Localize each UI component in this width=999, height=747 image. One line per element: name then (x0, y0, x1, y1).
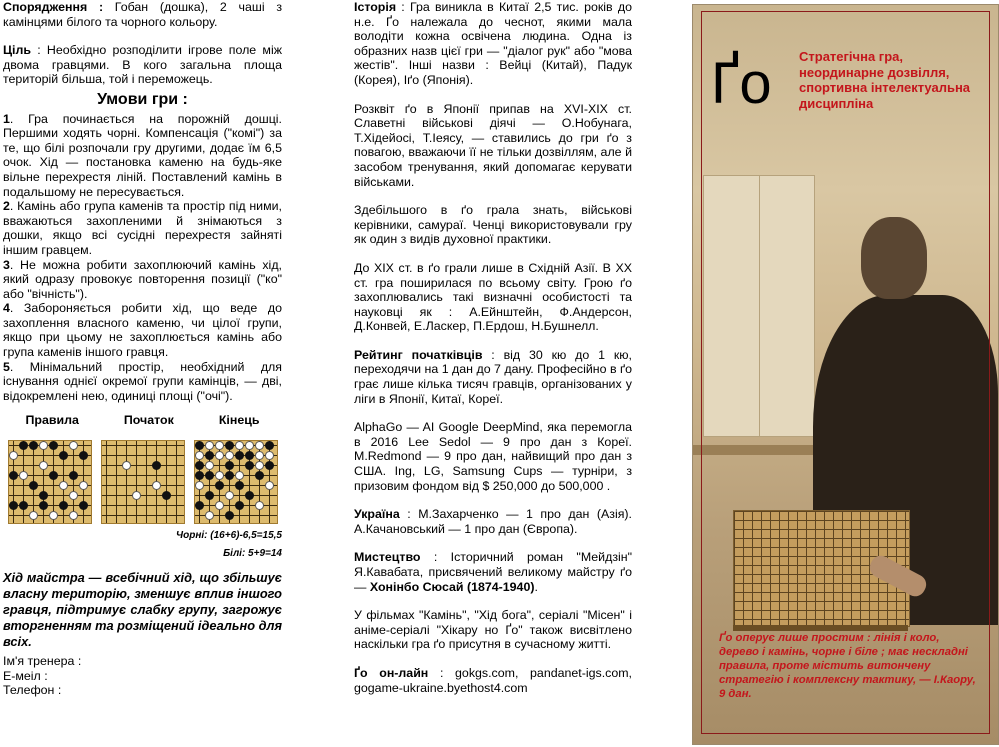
black-stone (245, 461, 254, 470)
art-text: : Історичний роман "Мейдзін" Я.Кавабата, присвячений великому майстру ґо — (354, 550, 632, 594)
online-text: : gokgs.com, pandanet-igs.com, gogame-ukraine.byethost4.com (354, 665, 632, 695)
ukraine-label: Україна (354, 507, 400, 522)
white-stone (39, 461, 48, 470)
white-stone (265, 481, 274, 490)
black-stone (162, 491, 171, 500)
kaoru-quote: Ґо оперує лише простим : лінія і коло, дерево і камінь, чорне і біле ; має нескладні правила, проте містить витончену стратегію і комплексну тактику, — І.Каору, 9 дан. (719, 632, 976, 700)
black-stone (225, 441, 234, 450)
black-stone (195, 501, 204, 510)
black-stone (79, 451, 88, 460)
equipment-paragraph (3, 0, 282, 29)
black-stone (235, 481, 244, 490)
white-stone (215, 471, 224, 480)
white-stone (225, 451, 234, 460)
black-stone (29, 481, 38, 490)
board-label-start: Початок (123, 413, 174, 428)
rating-paragraph (354, 348, 632, 406)
black-stone (265, 441, 274, 450)
board-rules-diagram (8, 440, 92, 524)
tagline: Стратегічна гра, неординарне дозвілля, спортивна інтелектуальна дисципліна (799, 49, 971, 111)
contacts (3, 654, 282, 698)
rule-item: 2. Камінь або група каменів та простір під ними, вважаються захопленими й знімаються з дошки, якщо всі сусідні перехрестя зайняті іншим гравцем. (3, 199, 282, 257)
rule-item: 5. Мінімальний простір, необхідний для існування однієї окремої групи камінців, — дві, відокремлені нею, одиниці площі ("очі"). (3, 359, 282, 403)
white-stone (215, 451, 224, 460)
white-stone (255, 441, 264, 450)
black-stone (79, 501, 88, 510)
score-black: Чорні: (16+6)-6,5=15,5 (176, 530, 282, 542)
phone-label: Телефон : (3, 683, 62, 698)
black-stone (19, 441, 28, 450)
white-stone (205, 441, 214, 450)
history-text: : Гра виникла в Китаї 2,5 тис. років до н.е. Ґо належала до чеснот, якими мала володіти кожна освічена людина. Одна із образних назв цієї гри — "діалог рук" або "мова жестів". Інші назви : Вейці (Китай), Падук (Корея), Іґо (Японія). (354, 0, 632, 87)
black-stone (195, 461, 204, 470)
white-stone (39, 441, 48, 450)
brochure-title: Ґо (711, 51, 772, 116)
board-labels (3, 413, 282, 428)
white-stone (132, 491, 141, 500)
rule-item: 1. Гра починається на порожній дошці. Першими ходять чорні. Компенсація ("комі") за те, що білі розпочали гру другими, додає їм 6,5 очок. Хід — постановка каменю на будь-яке вільне перехрестя ліній. Поставлений камінь в подальшому не пересувається. (3, 111, 282, 199)
alphago-paragraph: AlphaGo — AI Google DeepMind, яка перемогла в 2016 Lee Sedol — 9 про дан з Кореї. M.Redmond — 9 про дан, найвищий про дан з США. Ing, LG, Samsung Cups — турніри, з призовим фондом від $ 250,000 до 500,000 . (354, 420, 632, 493)
equipment-label: Спорядження : (3, 0, 104, 14)
white-stone (245, 441, 254, 450)
white-stone (59, 481, 68, 490)
white-stone (215, 441, 224, 450)
black-stone (205, 451, 214, 460)
spread-paragraph: До XIX ст. в ґо грали лише в Східній Азії. В XX ст. гра поширилася по всьому світу. Грою ґо захоплювались такі визначні особистості та науковці як : А.Ейнштейн, Ф.Андерсон, Д.Конвей, Е.Ласкер, П.Ердош, Н.Бушнелл. (354, 260, 632, 334)
black-stone (195, 441, 204, 450)
board-start-diagram (101, 440, 185, 524)
left-column (3, 0, 282, 698)
white-stone (69, 511, 78, 520)
master-quote: Хід майстра — всебічний хід, що збільшує власну територію, зменшує вплив іншого гравця, підтримує слабку групу, загрожує вторгненням та розміщений ідеально для всіх. (3, 570, 282, 650)
rating-text: : від 30 кю до 1 кю, переходячи на 1 дан до 7 дану. Професійно в ґо грає лише кілька тисяч гравців, організованих у ліги в Японії, Китаї, Кореї. (354, 347, 632, 406)
white-stone (215, 501, 224, 510)
white-stone (225, 491, 234, 500)
black-stone (39, 491, 48, 500)
white-stone (29, 511, 38, 520)
score-white: Білі: 5+9=14 (223, 548, 282, 560)
board-label-end: Кінець (218, 413, 260, 428)
rule-item: 3. Не можна робити захоплюючий камінь хід, який одразу провокує повторення позиції ("ко" або "вічність"). (3, 257, 282, 301)
white-stone (122, 461, 131, 470)
black-stone (205, 471, 214, 480)
white-stone (235, 441, 244, 450)
black-stone (245, 491, 254, 500)
rating-label: Рейтинг початківців (354, 347, 483, 362)
white-stone (265, 451, 274, 460)
black-stone (59, 501, 68, 510)
black-stone (19, 501, 28, 510)
board-end-diagram (194, 440, 278, 524)
white-stone (69, 491, 78, 500)
black-stone (9, 501, 18, 510)
white-stone (19, 471, 28, 480)
goal-paragraph (3, 43, 282, 87)
email-label: Е-меіл : (3, 668, 48, 683)
black-stone (39, 501, 48, 510)
black-stone (69, 471, 78, 480)
japan-paragraph: Розквіт ґо в Японії припав на XVI-XIX ст. Славетні військові діячі — О.Нобунага, Т.Хідейосі, Т.Іеясу, — ставились до гри ґо з повагою, вважаючи її не тільки дозвіллям, але й засобом тренування, який допомагає керувати військами. (354, 101, 632, 189)
black-stone (265, 461, 274, 470)
white-stone (69, 441, 78, 450)
white-stone (195, 481, 204, 490)
black-stone (225, 461, 234, 470)
white-stone (152, 481, 161, 490)
ukraine-text: : М.Захарченко — 1 про дан (Азія). А.Качановський — 1 про дан (Європа). (354, 507, 632, 536)
rule-item: 4. Забороняється робити хід, що веде до захоплення власного каменю, чи цілої групи, якщо при цьому не захоплюється камінь або група каменів іншого гравця. (3, 301, 282, 360)
black-stone (49, 471, 58, 480)
online-paragraph (354, 666, 632, 695)
white-stone (235, 471, 244, 480)
cover-photo-panel (692, 4, 999, 745)
equipment-text: Гобан (дошка), 2 чаші з камінцями білого та чорного кольору. (3, 0, 283, 29)
ukraine-paragraph (354, 507, 632, 536)
white-stone (9, 451, 18, 460)
art-label: Мистецтво (354, 550, 421, 565)
black-stone (9, 471, 18, 480)
black-stone (152, 461, 161, 470)
black-stone (205, 491, 214, 500)
white-stone (255, 451, 264, 460)
black-stone (59, 451, 68, 460)
black-stone (235, 451, 244, 460)
black-stone (49, 441, 58, 450)
trainer-label: Ім'я тренера : (3, 654, 82, 669)
white-stone (49, 511, 58, 520)
online-label: Ґо он-лайн (354, 665, 429, 680)
white-stone (255, 501, 264, 510)
black-stone (245, 451, 254, 460)
goal-label: Ціль (3, 43, 31, 58)
black-stone (225, 511, 234, 520)
art-bold: Хонінбо Сюсай (1874-1940) (369, 579, 535, 594)
black-stone (215, 481, 224, 490)
history-label: Історія (354, 0, 397, 14)
art-paragraph: Мистецтво : Історичний роман "Мейдзін" Я.Кавабата, присвячений великому майстру ґо — Хонінбо Сюсай (1874-1940). (354, 550, 632, 594)
goal-text: : Необхідно розподілити ігрове поле між двома гравцями. В кого загальна площа територій більша, той і переможець. (3, 43, 282, 87)
black-stone (195, 471, 204, 480)
white-stone (195, 451, 204, 460)
rules-heading: Умови гри : (97, 90, 188, 108)
middle-column (354, 0, 632, 695)
white-stone (205, 461, 214, 470)
white-stone (79, 481, 88, 490)
black-stone (235, 501, 244, 510)
black-stone (225, 471, 234, 480)
films-paragraph: У фільмах "Камінь", "Хід бога", серіалі "Місен" і аніме-серіалі "Хікару но Ґо" також висвітлено наскільки гра ґо присутня в сучасному житті. (354, 608, 632, 652)
history-paragraph (354, 0, 632, 88)
nobility-paragraph: Здебільшого в ґо грала знать, військові керівники, самураї. Ченці використовували гру як один з видів духовної практики. (354, 203, 632, 247)
black-stone (29, 441, 38, 450)
white-stone (255, 461, 264, 470)
black-stone (255, 471, 264, 480)
board-diagrams (3, 440, 282, 524)
rules-list (3, 112, 282, 404)
board-label-rules: Правила (25, 413, 79, 428)
red-frame (701, 11, 990, 734)
white-stone (205, 511, 214, 520)
